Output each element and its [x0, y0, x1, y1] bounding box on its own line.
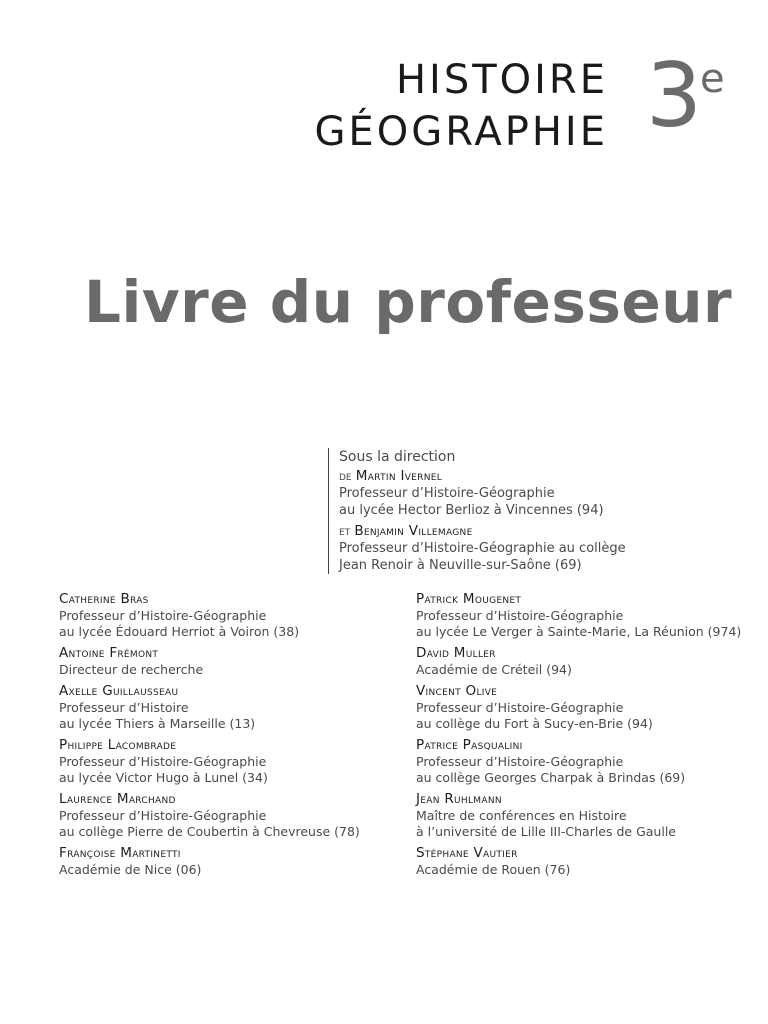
- director-role: Professeur d’Histoire-Géographie: [339, 486, 555, 501]
- author-name: David Muller: [416, 645, 496, 661]
- direction-block: [328, 448, 739, 574]
- author-entry: [416, 682, 766, 732]
- title-block: [314, 54, 608, 158]
- author-entry: [59, 590, 399, 640]
- director-role: Professeur d’Histoire-Géographie au collège: [339, 541, 626, 556]
- author-detail: Professeur d’Histoire-Géographie: [59, 608, 267, 623]
- author-detail: Académie de Nice (06): [59, 862, 202, 877]
- author-name: Vincent Olive: [416, 683, 498, 699]
- director-name: Benjamin Villemagne: [354, 523, 473, 539]
- author-name: Stéphane Vautier: [416, 845, 518, 861]
- title-line-histoire: HISTOIRE: [395, 57, 608, 103]
- director-prefix: et: [339, 524, 351, 539]
- author-name: Laurence Marchand: [59, 791, 176, 807]
- director-prefix: de: [339, 469, 352, 484]
- title-line-geographie: GÉOGRAPHIE: [314, 109, 608, 155]
- author-entry: [59, 736, 399, 786]
- authors-left-column: [59, 590, 399, 882]
- direction-intro: Sous la direction: [339, 449, 456, 465]
- author-entry: [416, 590, 766, 640]
- director-entry: [339, 523, 739, 574]
- author-detail: Professeur d’Histoire-Géographie: [416, 700, 624, 715]
- grade-suffix: e: [700, 56, 725, 102]
- director-entry: [339, 468, 739, 519]
- author-entry: [416, 644, 766, 678]
- author-detail: à l’université de Lille III-Charles de Gaulle: [416, 824, 676, 839]
- author-entry: [59, 644, 399, 678]
- author-name: Patrick Mougenet: [416, 591, 522, 607]
- author-entry: [416, 844, 766, 878]
- author-name: Philippe Lacombrade: [59, 737, 177, 753]
- author-name: Françoise Martinetti: [59, 845, 181, 861]
- author-entry: [59, 682, 399, 732]
- director-name-line: [339, 468, 739, 485]
- grade-number: 3: [646, 44, 702, 147]
- main-title: Livre du professeur: [84, 268, 733, 336]
- author-detail: au lycée Victor Hugo à Lunel (34): [59, 770, 268, 785]
- author-detail: au collège Pierre de Coubertin à Chevreuse (78): [59, 824, 360, 839]
- authors-right-column: [416, 590, 766, 882]
- author-detail: Professeur d’Histoire-Géographie: [59, 808, 267, 823]
- grade-level: [646, 44, 725, 147]
- author-entry: [59, 844, 399, 878]
- author-detail: Professeur d’Histoire-Géographie: [416, 754, 624, 769]
- director-affiliation: Jean Renoir à Neuville-sur-Saône (69): [339, 558, 582, 573]
- author-detail: au collège du Fort à Sucy-en-Brie (94): [416, 716, 653, 731]
- author-detail: au lycée Le Verger à Sainte-Marie, La Réunion (974): [416, 624, 742, 639]
- author-entry: [416, 790, 766, 840]
- author-name: Axelle Guillausseau: [59, 683, 179, 699]
- author-name: Jean Ruhlmann: [416, 791, 502, 807]
- author-detail: au lycée Thiers à Marseille (13): [59, 716, 256, 731]
- author-entry: [59, 790, 399, 840]
- director-name-line: [339, 523, 739, 540]
- author-name: Patrice Pasqualini: [416, 737, 523, 753]
- director-name: Martin Ivernel: [355, 468, 443, 484]
- author-detail: Professeur d’Histoire-Géographie: [416, 608, 624, 623]
- author-detail: Académie de Rouen (76): [416, 862, 571, 877]
- author-name: Antoine Frémont: [59, 645, 159, 661]
- author-detail: au lycée Édouard Herriot à Voiron (38): [59, 624, 300, 639]
- director-affiliation: au lycée Hector Berlioz à Vincennes (94): [339, 503, 604, 518]
- author-name: Catherine Bras: [59, 591, 149, 607]
- author-detail: Maître de conférences en Histoire: [416, 808, 627, 823]
- author-detail: Professeur d’Histoire: [59, 700, 189, 715]
- author-detail: au collège Georges Charpak à Brindas (69): [416, 770, 686, 785]
- author-detail: Directeur de recherche: [59, 662, 204, 677]
- author-detail: Professeur d’Histoire-Géographie: [59, 754, 267, 769]
- author-detail: Académie de Créteil (94): [416, 662, 572, 677]
- author-entry: [416, 736, 766, 786]
